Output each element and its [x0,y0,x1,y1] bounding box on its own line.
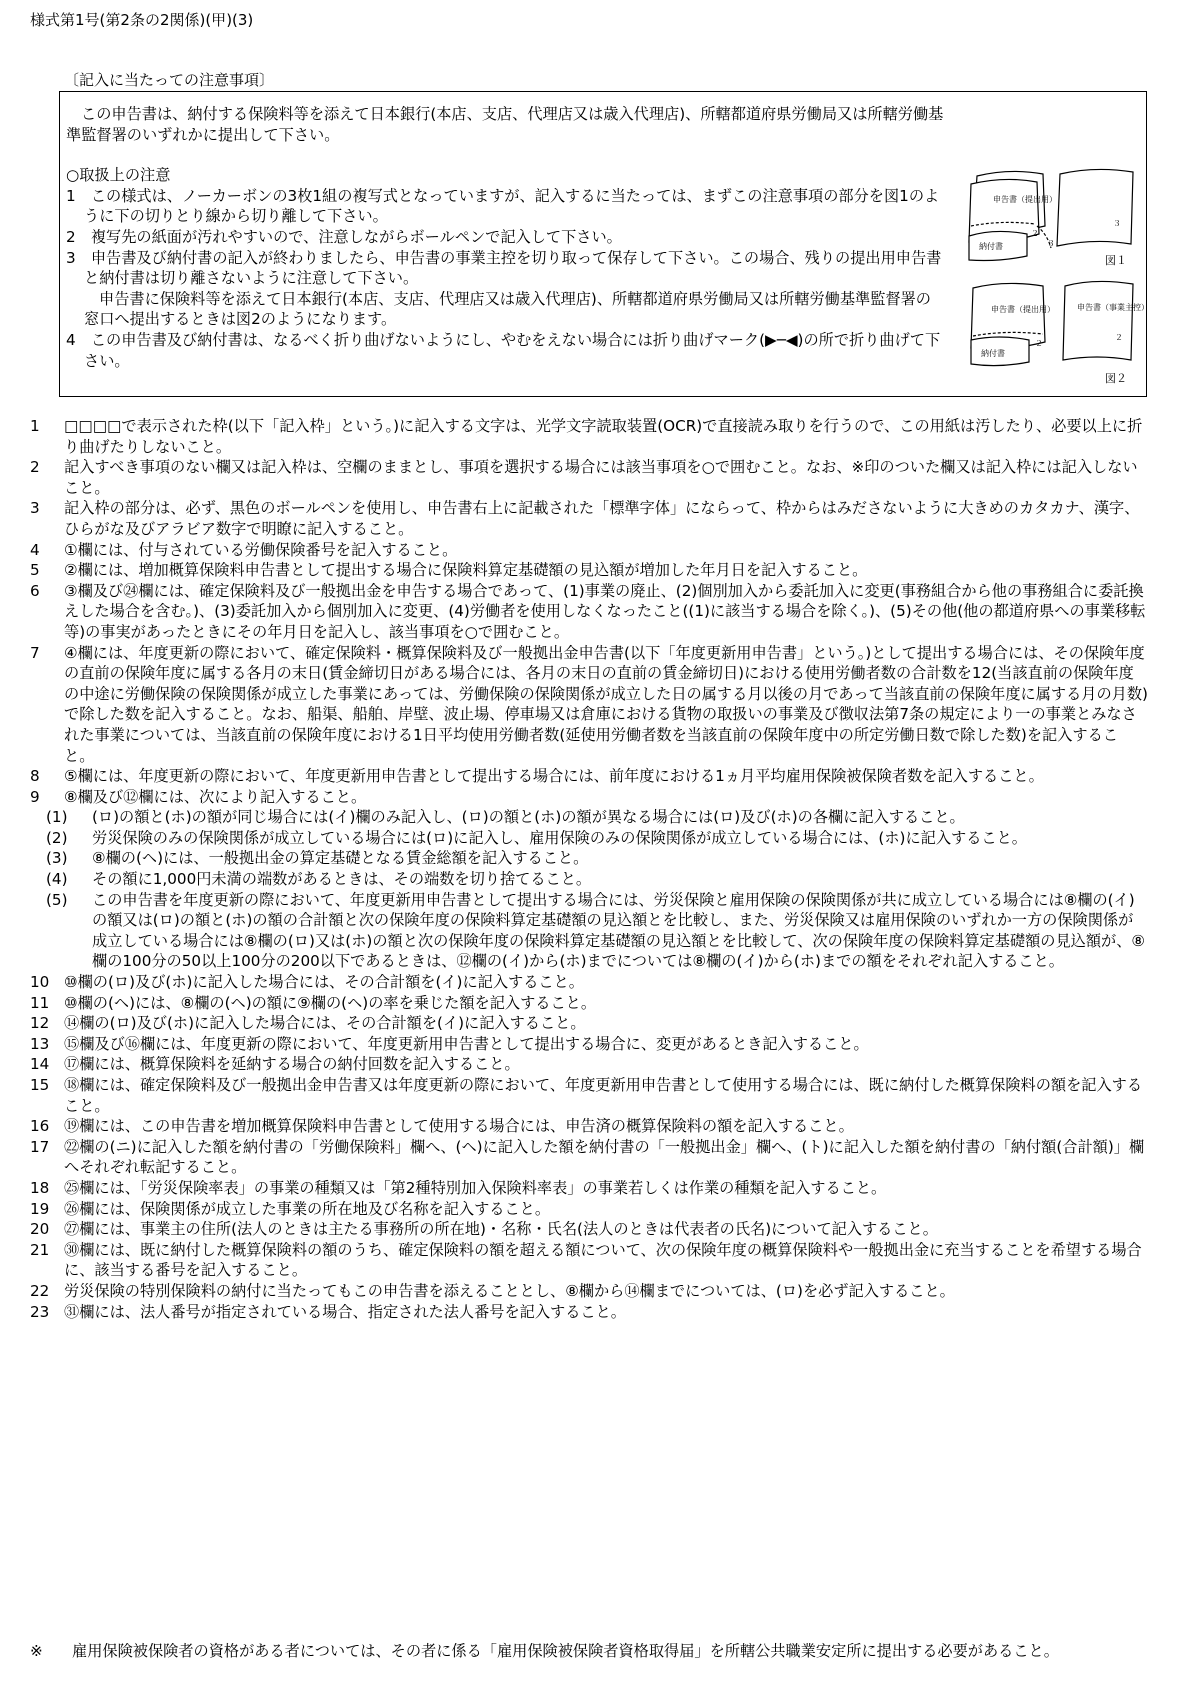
instruction-item: 22 労災保険の特別保険料の納付に当たってもこの申告書を添えることとし、⑧欄から⑭欄までについては、(ロ)を必ず記入すること。 [30,1281,955,1300]
instruction-item: 19 ㉖欄には、保険関係が成立した事業の所在地及び名称を記入すること。 [30,1199,550,1218]
figure2-owner-label: 申告書（事業主控） [1077,303,1149,312]
figure2-number-2: ２ [1035,339,1043,348]
figure1-label: 図１ [1105,254,1127,267]
figure1-payment-label: 納付書 [979,242,1003,251]
footnote-text: 雇用保険被保険者の資格がある者については、その者に係る「雇用保険被保険者資格取得届」を所轄公共職業安定所に提出する必要があること。 [72,1642,1059,1660]
figure1-number-3b: ３ [1113,219,1121,228]
intro-paragraph: この申告書は、納付する保険料等を添えて日本銀行(本店、支店、代理店又は歳入代理店)、所轄都道府県労働局又は所轄労働基準監督署のいずれかに提出して下さい。 [66,105,944,144]
footnote [30,1641,1148,1662]
instruction-item: 1 □□□□で表示された枠(以下「記入枠」という。)に記入する文字は、光学文字読取装置(OCR)で直接読み取りを行うので、この用紙は汚したり、必要以上に折り曲げたりしないこと。 [30,417,1143,456]
caution-title: 〔記入に当たっての注意事項〕 [64,71,275,89]
figure2-label: 図２ [1105,372,1127,385]
instruction-item: 20 ㉗欄には、事業主の住所(法人のときは主たる事務所の所在地)・名称・氏名(法人のときは代表者の氏名)について記入すること。 [30,1220,938,1239]
instruction-item: 15 ⑱欄には、確定保険料及び一般拠出金申告書又は年度更新の際において、年度更新用申告書として使用する場合には、既に納付した概算保険料の額を記入すること。 [30,1076,1143,1115]
instructions-list [30,416,1148,1322]
instruction-item: 8 ⑤欄には、年度更新の際において、年度更新用申告書として提出する場合には、前年度における1ヵ月平均雇用保険被保険者数を記入すること。 [30,767,1044,786]
instruction-subitem: (3) ⑧欄の(ヘ)には、一般拠出金の算定基礎となる賃金総額を記入すること。 [46,849,589,868]
instruction-item: 3 記入枠の部分は、必ず、黒色のボールペンを使用し、申告書右上に記載された「標準字体」にならって、枠からはみださないように大きめのカタカナ、漢字、ひらがな及びアラビア数字で明瞭に記入すること。 [30,499,1140,538]
instruction-item: 11 ⑩欄の(ヘ)には、⑧欄の(ヘ)の額に⑨欄の(ヘ)の率を乗じた額を記入すること。 [30,993,597,1012]
instruction-item: 16 ⑲欄には、この申告書を増加概算保険料申告書として使用する場合には、申告済の概算保険料の額を記入すること。 [30,1117,854,1136]
figure1-number-3: ３ [1047,239,1055,248]
instruction-item: 10 ⑩欄の(ロ)及び(ホ)に記入した場合には、その合計額を(イ)に記入すること。 [30,973,584,992]
instruction-item: 17 ㉒欄の(ニ)に記入した額を納付書の「労働保険料」欄へ、(ヘ)に記入した額を納付書の「一般拠出金」欄へ、(ト)に記入した額を納付書の「納付額(合計額)」欄へそれぞれ転記すること。 [30,1137,1145,1177]
handling-item: 1 この様式は、ノーカーボンの3枚1組の複写式となっていますが、記入するに当たっては、まずこの注意事項の部分を図1のように下の切りとり線から切り離して下さい。 [66,186,940,226]
form-code: 様式第1号(第2条の2関係)(甲)(3) [30,11,254,29]
instruction-item: 12 ⑭欄の(ロ)及び(ホ)に記入した場合には、その合計額を(イ)に記入すること。 [30,1014,586,1033]
handling-item: 2 複写先の紙面が汚れやすいので、注意しながらボールペンで記入して下さい。 [66,227,622,246]
handling-item: 4 この申告書及び納付書は、なるべく折り曲げないようにし、やむをえない場合には折り曲げマーク(▶─◀)の所で折り曲げて下さい。 [66,330,941,370]
instruction-item: 6 ③欄及び㉔欄には、確定保険料及び一般拠出金を申告する場合であって、(1)事業の廃止、(2)個別加入から委託加入に変更(事務組合から他の事務組合に委託換えした場合を含む。)、(3)委託加入から個別加入に変更、(4)労働者を使用しなくなったこと((1)に該当する場合を除く。)、(5)その他(他の都道府県への事業移転等)の事実があったときにその年月日を記入し、該当事項を○で囲むこと。 [30,581,1146,641]
instruction-item: 18 ㉕欄には、「労災保険率表」の事業の種類又は「第2種特別加入保険料率表」の事業若しくは作業の種類を記入すること。 [30,1178,887,1197]
handling-notice-box [59,91,1147,397]
instruction-item: 5 ②欄には、増加概算保険料申告書として提出する場合に保険料算定基礎額の見込額が増加した年月日を記入すること。 [30,561,868,580]
instruction-item: 14 ⑰欄には、概算保険料を延納する場合の納付回数を記入すること。 [30,1055,520,1074]
figure1-number-2: ２ [1031,229,1039,238]
figure-illustrations [965,164,1149,390]
instruction-item: 13 ⑮欄及び⑯欄には、年度更新の際において、年度更新用申告書として提出する場合に、変更があるとき記入すること。 [30,1034,869,1053]
handling-notice-text [66,104,946,371]
figure2-payment-label: 納付書 [981,349,1005,358]
handling-title: ○取扱上の注意 [66,166,171,185]
handling-item: 3 申告書及び納付書の記入が終わりましたら、申告書の事業主控を切り取って保存して下さい。この場合、残りの提出用申告書と納付書は切り離さないように注意して下さい。 [66,248,942,288]
instruction-subitem: (4) その額に1,000円未満の端数があるときは、その端数を切り捨てること。 [46,870,592,889]
instruction-subitem: (5) この申告書を年度更新の際において、年度更新用申告書として提出する場合には、労災保険と雇用保険の保険関係が共に成立している場合には⑧欄の(イ)の額又は(ロ)の額と(ホ)の額の合計額と次の保険年度の保険料算定基礎額の見込額とを比較し、また、労災保険又は雇用保険のいずれか一方の保険関係が成立している場合には⑧欄の(ロ)又は(ホ)の額と次の保険年度の保険料算定基礎額の見込額とを比較して、次の保険年度の保険料算定基礎額の見込額が、⑧欄の100分の50以上100分の200以下であるときは、⑫欄の(イ)から(ホ)までについては⑧欄の(イ)から(ホ)までの額をそれぞれ記入すること。 [46,890,1146,971]
figures [965,164,1149,390]
instruction-item: 21 ㉚欄には、既に納付した概算保険料の額のうち、確定保険料の額を超える額について、次の保険年度の概算保険料や一般拠出金に充当することを希望する場合に、該当する番号を記入すること。 [30,1240,1142,1280]
instruction-item: 23 ㉛欄には、法人番号が指定されている場合、指定された法人番号を記入すること。 [30,1302,626,1321]
handling-item: 申告書に保険料等を添えて日本銀行(本店、支店、代理店又は歳入代理店)、所轄都道府県労働局又は所轄労働基準監督署の窓口へ提出するときは図2のようになります。 [84,289,931,329]
instruction-item: 2 記入すべき事項のない欄又は記入枠は、空欄のままとし、事項を選択する場合には該当事項を○で囲むこと。なお、※印のついた欄又は記入枠には記入しないこと。 [30,458,1138,497]
footnote-mark: ※ [30,1642,43,1660]
instruction-item: 7 ④欄には、年度更新の際において、確定保険料・概算保険料及び一般拠出金申告書(以下「年度更新用申告書」という。)として提出する場合には、その保険年度の直前の保険年度に属する各月の末日(賃金締切日がある場合には、各月の末日の直前の賃金締切日)における使用労働者数の合計数を12(当該直前の保険年度の中途に労働保険の保険関係が成立した事業にあっては、労働保険の保険関係が成立した日の属する月以後の月であって当該直前の保険年度に属する月の月数)で除した数を記入すること。なお、船渠、船舶、岸壁、波止場、停車場又は倉庫における貨物の取扱いの事業及び徴収法第7条の規定により一の事業とみなされた事業については、当該直前の保険年度における1日平均使用労働者数(延使用労働者数を当該直前の保険年度中の所定労働日数で除した数)を記入すること。 [30,643,1148,765]
figure2-number-2b: ２ [1115,333,1123,342]
figure1-submit-label: 申告書（提出用） [993,195,1057,204]
instruction-subitem: (2) 労災保険のみの保険関係が成立している場合には(ロ)に記入し、雇用保険のみの保険関係が成立している場合には、(ホ)に記入すること。 [46,828,1027,847]
instruction-item: 9 ⑧欄及び⑫欄には、次により記入すること。 [30,787,367,806]
figure2-submit-label: 申告書（提出用） [991,305,1055,314]
instruction-item: 4 ①欄には、付与されている労働保険番号を記入すること。 [30,540,458,559]
instruction-subitem: (1) (ロ)の額と(ホ)の額が同じ場合には(イ)欄のみ記入し、(ロ)の額と(ホ)の額が異なる場合には(ロ)及び(ホ)の各欄に記入すること。 [46,808,965,827]
